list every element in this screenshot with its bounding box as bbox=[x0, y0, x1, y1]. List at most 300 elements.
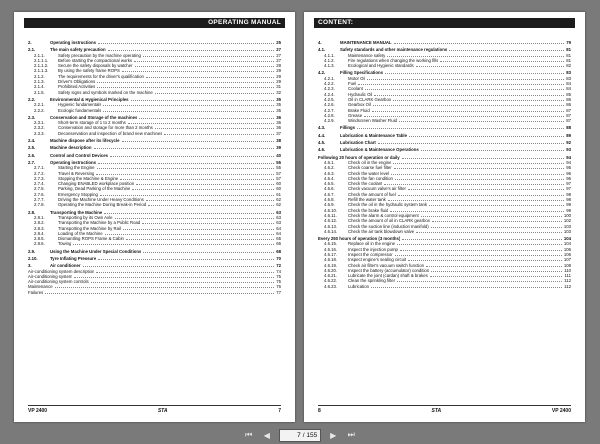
toc-entry-page: 96 bbox=[566, 170, 571, 176]
toc-entry-title: Check the brake fluid bbox=[348, 207, 389, 213]
toc-entry-number: 2.3.1. bbox=[34, 120, 45, 126]
toc-dot-leader bbox=[390, 211, 564, 212]
toc-entry-number: 2.1.2. bbox=[34, 73, 45, 79]
toc-dot-leader bbox=[139, 118, 274, 119]
toc-entry[interactable] bbox=[28, 202, 281, 207]
toc-entry-title: Deconservation and inspection of brand new machines bbox=[58, 130, 163, 136]
last-page-icon[interactable]: ⏭ bbox=[347, 430, 355, 439]
toc-entry-title: Lubrication Chart bbox=[340, 140, 376, 146]
toc-entry-title: Check coarse fuel filter bbox=[348, 165, 392, 171]
toc-entry-title: Secure the safety disposals by watcher bbox=[58, 63, 133, 69]
toc-entry-number: 2.5. bbox=[28, 145, 36, 151]
toc-entry[interactable] bbox=[28, 256, 281, 261]
toc-entry[interactable] bbox=[28, 40, 281, 45]
toc-dot-leader bbox=[358, 84, 564, 85]
toc-entry-number: 2.3.3. bbox=[34, 130, 45, 136]
toc-entry-title: Operating instructions bbox=[50, 159, 97, 165]
toc-entry-number: 4.4. bbox=[318, 132, 326, 138]
toc-entry-title: Safety precaution by the machine operating bbox=[58, 52, 141, 58]
toc-entry-title: Lubrication bbox=[348, 283, 370, 289]
toc-entry-title: Parking, Dead Parking of the Machine bbox=[58, 186, 131, 192]
toc-dot-leader bbox=[402, 239, 561, 240]
toc-entry-title: Lubrication & Maintenance Table bbox=[340, 132, 408, 138]
toc-entry-number: 4.6.17. bbox=[324, 251, 338, 257]
toc-entry-number: 4.6.10. bbox=[324, 207, 338, 213]
toc-entry-number: 4.2.3. bbox=[324, 86, 335, 92]
toc-entry-number: 4.2.1. bbox=[324, 75, 335, 81]
toc-dot-leader bbox=[387, 56, 564, 57]
toc-dot-leader bbox=[94, 148, 275, 149]
toc-entry-page: 63 bbox=[276, 220, 281, 226]
toc-entry-number: 2. bbox=[28, 40, 32, 45]
toc-dot-leader bbox=[164, 134, 274, 135]
toc-dot-leader bbox=[155, 93, 274, 94]
toc-entry-number: 2.8.3. bbox=[34, 225, 45, 231]
toc-entry-title: Operating the Machine During Break-in Period bbox=[58, 202, 147, 208]
toc-entry-title: Fillings bbox=[340, 125, 356, 131]
page-indicator bbox=[279, 429, 321, 442]
toc-dot-leader bbox=[120, 179, 274, 180]
toc-dot-leader bbox=[98, 43, 274, 44]
toc-dot-leader bbox=[146, 77, 274, 78]
first-page-icon[interactable]: ⏮ bbox=[245, 430, 253, 439]
toc-entry-page: 87 bbox=[566, 107, 571, 113]
toc-dot-leader bbox=[148, 205, 274, 206]
toc-entry-title: Check the water level bbox=[348, 170, 390, 176]
toc-entry-title: Coolant bbox=[348, 86, 363, 92]
toc-dot-leader bbox=[394, 168, 565, 169]
toc-entry-page: 29 bbox=[276, 73, 281, 79]
toc-dot-leader bbox=[73, 244, 274, 245]
toc-dot-leader bbox=[399, 121, 564, 122]
toc-entry-number: 2.7. bbox=[28, 159, 36, 165]
toc-dot-leader bbox=[146, 200, 274, 201]
toc-entry-number: 4.6.5. bbox=[324, 181, 335, 187]
toc-dot-leader bbox=[432, 221, 562, 222]
toc-entry-number: 2.2.1. bbox=[34, 102, 45, 108]
toc-entry-number: 4.6.22. bbox=[324, 278, 338, 284]
toc-entry-page: 79 bbox=[566, 40, 571, 45]
toc-entry-title: Transporting the Machine by Rail bbox=[58, 225, 121, 231]
toc-entry-number: 2.1.1.3. bbox=[34, 68, 49, 74]
toc-entry-page: 31 bbox=[276, 84, 281, 90]
toc-entry-number: 4.1.1. bbox=[324, 52, 335, 58]
toc-entry-title: Driver's Obligations bbox=[58, 79, 96, 85]
toc-entry-page: 29 bbox=[276, 68, 281, 74]
toc-dot-leader bbox=[131, 100, 275, 101]
toc-entry-title: Stopping the Machine & Engine bbox=[58, 175, 119, 181]
toc-entry-page: 104 bbox=[563, 241, 571, 247]
toc-dot-leader bbox=[429, 205, 564, 206]
toc-dot-leader bbox=[143, 56, 274, 57]
toc-dot-leader bbox=[97, 82, 274, 83]
toc-dot-leader bbox=[372, 111, 564, 112]
brand-logo: STA bbox=[157, 408, 168, 414]
toc-dot-leader bbox=[115, 218, 275, 219]
toc-entry[interactable] bbox=[318, 133, 571, 138]
toc-entry-number: 4.6.2. bbox=[324, 165, 335, 171]
toc-entry-page: 97 bbox=[566, 181, 571, 187]
toc-entry-page: 102 bbox=[563, 218, 571, 224]
toc-entry[interactable] bbox=[318, 229, 571, 234]
toc-entry-page: 75 bbox=[276, 279, 281, 285]
toc-dot-leader bbox=[364, 116, 564, 117]
right-page bbox=[304, 12, 585, 422]
toc-entry-page: 39 bbox=[276, 145, 281, 151]
toc-entry-number: 3. bbox=[28, 263, 32, 269]
toc-entry-number: 4.2.5. bbox=[324, 96, 335, 102]
toc-entry[interactable] bbox=[28, 138, 281, 143]
toc-entry-number: 4.2. bbox=[318, 70, 326, 76]
toc-entry[interactable] bbox=[28, 108, 281, 113]
toc-entry-number: 2.8.5. bbox=[34, 236, 45, 242]
toc-entry-page: 57 bbox=[276, 175, 281, 181]
toc-entry-page: 55 bbox=[276, 159, 281, 165]
toc-entry-number: 4.6.18. bbox=[324, 257, 338, 263]
toc-dot-leader bbox=[431, 227, 562, 228]
toc-entry-page: 35 bbox=[276, 96, 281, 102]
toc-dot-leader bbox=[100, 195, 274, 196]
toc-entry-title: Replace oil in the engine bbox=[348, 241, 396, 247]
toc-entry-number: 4.6.13. bbox=[324, 223, 338, 229]
toc-entry-title: Fire regulations when changing the working fills bbox=[348, 57, 439, 63]
toc-entry-page: 64 bbox=[276, 230, 281, 236]
toc-entry-page: 35 bbox=[276, 102, 281, 108]
toc-dot-leader bbox=[108, 50, 275, 51]
toc-entry-page: 86 bbox=[566, 96, 571, 102]
toc-entry-page: 104 bbox=[563, 236, 571, 242]
toc-entry-title: Air-conditioning system controls bbox=[28, 279, 89, 285]
toc-dot-leader bbox=[421, 150, 564, 151]
toc-entry-title: Filling Specifications bbox=[340, 70, 383, 76]
toc-entry-number: 2.1. bbox=[28, 47, 36, 53]
toc-entry-number: 2.8. bbox=[28, 209, 36, 215]
toc-entry-title: Using the Machine Under Special Conditions bbox=[50, 248, 142, 254]
toc-entry-title: Inspect the injection pump bbox=[348, 246, 398, 252]
toc-entry-page: 60 bbox=[276, 186, 281, 192]
toc-entry-number: 2.7.6. bbox=[34, 191, 45, 197]
toc-entry-number: 2.9. bbox=[28, 248, 36, 254]
toc-dot-leader bbox=[74, 277, 274, 278]
toc-entry-page: 27 bbox=[276, 57, 281, 63]
toc-dot-leader bbox=[122, 71, 274, 72]
toc-entry-page: 95 bbox=[566, 165, 571, 171]
toc-entry-number: 4.6.14. bbox=[324, 228, 338, 234]
toc-dot-leader bbox=[400, 250, 562, 251]
toc-dot-leader bbox=[55, 287, 275, 288]
toc-entry[interactable] bbox=[318, 140, 571, 145]
toc-dot-leader bbox=[426, 266, 562, 267]
right-page-header: CONTENT: bbox=[314, 18, 575, 28]
toc-entry-page: 64 bbox=[276, 225, 281, 231]
toc-entry-number: 2.2.2. bbox=[34, 107, 45, 113]
toc-entry-number: 2.1.1. bbox=[34, 52, 45, 58]
toc-entry-number: 4.6.1. bbox=[324, 159, 335, 165]
toc-entry-title: Transporting the Machine bbox=[50, 209, 103, 215]
toc-dot-leader bbox=[91, 282, 275, 283]
toc-entry-page: 28 bbox=[276, 63, 281, 69]
toc-entry-title: Fuel bbox=[348, 81, 357, 87]
toc-entry-page: 112 bbox=[564, 278, 571, 284]
toc-entry-title: Safety signs and symbols marked on the machine bbox=[58, 89, 153, 95]
toc-dot-leader bbox=[105, 234, 275, 235]
right-page-footer bbox=[318, 405, 571, 416]
toc-entry-title: Check the oil in the hydraulic system tank bbox=[348, 202, 428, 208]
toc-entry[interactable] bbox=[28, 153, 281, 158]
toc-entry[interactable] bbox=[28, 290, 281, 295]
toc-entry-number: 2.6. bbox=[28, 152, 36, 158]
toc-entry-page: 62 bbox=[276, 202, 281, 208]
left-page bbox=[14, 12, 295, 422]
toc-entry-page: 99 bbox=[566, 207, 571, 213]
toc-entry-number: 4.2.9. bbox=[324, 118, 335, 124]
toc-entry-title: Ecologic fundamentals bbox=[58, 107, 102, 113]
toc-entry-title: Check air filter's vacuum switch function bbox=[348, 262, 425, 268]
toc-entry-page: 27 bbox=[276, 47, 281, 53]
toc-entry-page: 96 bbox=[566, 175, 571, 181]
toc-entry-number: 4.6.4. bbox=[324, 175, 335, 181]
toc-entry-title: Lubricate the joint (cardan) shaft & brakes bbox=[348, 273, 428, 279]
toc-entry-number: 4.2.7. bbox=[324, 107, 335, 113]
toc-entry[interactable] bbox=[318, 118, 571, 123]
toc-entry[interactable] bbox=[28, 145, 281, 150]
toc-dot-leader bbox=[110, 156, 274, 157]
toc-entry-page: 106 bbox=[563, 251, 571, 257]
toc-dot-leader bbox=[371, 287, 562, 288]
toc-entry-title: Transporting the Machine by a Public Road bbox=[58, 220, 141, 226]
toc-entry-title: Prohibited Activities bbox=[58, 84, 96, 90]
toc-entry-page: 88 bbox=[566, 125, 571, 131]
toc-entry-number: 4.6.20. bbox=[324, 267, 338, 273]
prev-page-icon[interactable]: ◀ bbox=[263, 430, 270, 440]
left-toc bbox=[28, 38, 281, 400]
toc-entry-title: Inspect the battery (accumulator) condition bbox=[348, 267, 430, 273]
toc-dot-leader bbox=[430, 276, 563, 277]
toc-entry-page: 108 bbox=[563, 262, 571, 268]
toc-dot-leader bbox=[384, 184, 564, 185]
toc-entry-page: 70 bbox=[276, 255, 281, 261]
toc-entry-title: Check the alarm & control equipment bbox=[348, 212, 419, 218]
toc-entry-page: 60 bbox=[276, 181, 281, 187]
toc-dot-leader bbox=[45, 293, 274, 294]
toc-entry-number: 4.1.2. bbox=[324, 57, 335, 63]
toc-entry-title: Check the amount of fuel bbox=[348, 191, 396, 197]
toc-entry-page: 83 bbox=[566, 70, 571, 76]
toc-entry-page: 62 bbox=[276, 197, 281, 203]
toc-entry-page: 29 bbox=[276, 79, 281, 85]
toc-dot-leader bbox=[394, 43, 565, 44]
toc-entry-page: 107 bbox=[563, 257, 571, 263]
toc-entry-page: 65 bbox=[276, 236, 281, 242]
toc-entry-page: 111 bbox=[564, 273, 571, 279]
toc-entry-title: Emergency Stopping bbox=[58, 191, 98, 197]
toc-entry-title: Short-term storage of 1 to 2 months bbox=[58, 120, 126, 126]
toc-entry-title: Ecological and Hygienic standards bbox=[348, 63, 414, 69]
toc-entry-page: 55 bbox=[276, 165, 281, 171]
toc-entry-page: 63 bbox=[276, 209, 281, 215]
toc-entry-title: Check the air tank blowdown valve bbox=[348, 228, 415, 234]
toc-entry-page: 77 bbox=[276, 289, 281, 295]
toc-entry-page: 100 bbox=[563, 212, 571, 218]
toc-entry-title: Maintenance bbox=[28, 284, 53, 290]
toc-entry-title: Conservation and Storage of the machines bbox=[50, 114, 138, 120]
toc-entry-number: 2.3.2. bbox=[34, 125, 45, 131]
toc-entry-page: 72 bbox=[276, 263, 281, 269]
toc-entry-number: 4.1.3. bbox=[324, 63, 335, 69]
toc-entry-number: 4.6.3. bbox=[324, 170, 335, 176]
toc-entry[interactable] bbox=[318, 147, 571, 152]
toc-entry-page: 36 bbox=[276, 120, 281, 126]
toc-entry-number: 4.6.8. bbox=[324, 197, 335, 203]
toc-entry-page: 93 bbox=[566, 147, 571, 153]
toc-dot-leader bbox=[374, 95, 564, 96]
toc-dot-leader bbox=[365, 89, 564, 90]
toc-entry-number: 2.7.5. bbox=[34, 186, 45, 192]
toc-entry-number: 4.6.12. bbox=[324, 218, 338, 224]
toc-entry-title: Towing bbox=[58, 241, 72, 247]
toc-entry-title: Oil in CLARK Gearbox bbox=[348, 96, 391, 102]
toc-entry-title: Hydraulic Oil bbox=[348, 91, 373, 97]
toc-dot-leader bbox=[134, 61, 274, 62]
toc-dot-leader bbox=[398, 195, 564, 196]
toc-entry-page: 25 bbox=[276, 40, 281, 45]
toc-entry-title: Check the amount of oil in CLARK gearbox bbox=[348, 218, 430, 224]
toc-entry[interactable] bbox=[318, 40, 571, 45]
toc-dot-leader bbox=[409, 136, 564, 137]
toc-entry-page: 110 bbox=[564, 267, 571, 273]
toc-entry-title: Dismantling ROPS Frame & Cabin bbox=[58, 236, 124, 242]
toc-dot-leader bbox=[408, 260, 562, 261]
toc-entry-title: Control and Control Devices bbox=[50, 152, 109, 158]
toc-entry-title: Check the suction line (induction manifold) bbox=[348, 223, 429, 229]
toc-entry-title: The main safety precaution bbox=[50, 47, 106, 53]
toc-dot-leader bbox=[378, 143, 564, 144]
toc-entry-page: 68 bbox=[276, 248, 281, 254]
toc-entry-number: 2.10. bbox=[28, 255, 38, 261]
toc-entry[interactable] bbox=[318, 63, 571, 68]
toc-entry[interactable] bbox=[28, 90, 281, 95]
toc-entry-page: 84 bbox=[566, 81, 571, 87]
toc-dot-leader bbox=[123, 229, 274, 230]
toc-entry[interactable] bbox=[318, 284, 571, 289]
toc-entry[interactable] bbox=[28, 131, 281, 136]
toc-entry-page: 98 bbox=[566, 197, 571, 203]
toc-entry-number: 4.5. bbox=[318, 140, 326, 146]
toc-entry[interactable] bbox=[28, 249, 281, 254]
total-pages-label: / 155 bbox=[302, 431, 318, 439]
toc-entry-page: 86 bbox=[566, 102, 571, 108]
toc-entry-title: Failures bbox=[28, 289, 44, 295]
toc-entry-page: 103 bbox=[563, 223, 571, 229]
toc-entry-title: Gearbox Oil bbox=[348, 102, 371, 108]
toc-dot-leader bbox=[96, 174, 274, 175]
toc-entry-number: 4.1. bbox=[318, 47, 326, 53]
toc-entry-page: 35 bbox=[276, 107, 281, 113]
toc-entry-title: Windscreen Washer Fluid bbox=[348, 118, 398, 124]
toc-entry-number: 4.2.2. bbox=[324, 81, 335, 87]
toc-dot-leader bbox=[402, 158, 565, 159]
toc-dot-leader bbox=[388, 200, 564, 201]
toc-entry-page: 76 bbox=[276, 284, 281, 290]
toc-entry-page: 32 bbox=[276, 89, 281, 95]
toc-dot-leader bbox=[103, 105, 274, 106]
toc-entry-title: Inspect the compressor bbox=[348, 251, 393, 257]
toc-entry-page: 89 bbox=[566, 132, 571, 138]
toc-entry-number: 2.1.3. bbox=[34, 79, 45, 85]
toc-dot-leader bbox=[132, 189, 274, 190]
toc-entry[interactable] bbox=[318, 125, 571, 130]
toc-dot-leader bbox=[104, 213, 274, 214]
toc-entry-title: Operating instructions bbox=[50, 40, 97, 45]
toc-entry-page: 57 bbox=[276, 170, 281, 176]
toc-entry-page: 98 bbox=[566, 191, 571, 197]
toc-entry-title: Clean the sprinkling filter bbox=[348, 278, 396, 284]
toc-dot-leader bbox=[126, 239, 274, 240]
toc-entry-title: Changing ENABLED workplace position bbox=[58, 181, 135, 187]
next-page-icon[interactable]: ▶ bbox=[330, 430, 337, 440]
toc-entry-page: 81 bbox=[566, 57, 571, 63]
toc-dot-leader bbox=[97, 87, 274, 88]
toc-entry-number: 4.6.23. bbox=[324, 283, 338, 289]
toc-entry-number: 2.2. bbox=[28, 96, 36, 102]
toc-entry-title: Refill the water tank bbox=[348, 197, 386, 203]
toc-dot-leader bbox=[416, 232, 562, 233]
toc-dot-leader bbox=[98, 163, 274, 164]
toc-entry-number: 4.2.4. bbox=[324, 91, 335, 97]
toc-entry-title: Lubrication & Maintenance Operations bbox=[340, 147, 419, 153]
toc-entry-number: 2.8.1. bbox=[34, 214, 45, 220]
toc-entry-title: Safety standards and other maintenance regulations bbox=[340, 47, 448, 53]
toc-dot-leader bbox=[367, 79, 564, 80]
toc-entry-number: 4.2.8. bbox=[324, 112, 335, 118]
toc-entry-page: 103 bbox=[563, 228, 571, 234]
toc-entry-title: Maintenance safety bbox=[348, 52, 386, 58]
toc-entry-page: 66 bbox=[276, 241, 281, 247]
toc-entry-page: 87 bbox=[566, 118, 571, 124]
toc-dot-leader bbox=[128, 123, 274, 124]
toc-entry-page: 81 bbox=[566, 47, 571, 53]
toc-entry-number: 4.6.6. bbox=[324, 186, 335, 192]
toc-entry-page: 84 bbox=[566, 86, 571, 92]
pdf-navigation-toolbar bbox=[0, 426, 600, 444]
toc-dot-leader bbox=[397, 281, 562, 282]
toc-dot-leader bbox=[408, 189, 564, 190]
toc-entry-page: 63 bbox=[276, 214, 281, 220]
toc-entry-number: 4.6.7. bbox=[324, 191, 335, 197]
toc-entry-title: Air-conditioning system bbox=[28, 273, 73, 279]
toc-dot-leader bbox=[96, 272, 274, 273]
left-page-footer bbox=[28, 405, 281, 416]
toc-entry-page: 112 bbox=[564, 283, 571, 289]
toc-entry-page: 74 bbox=[276, 268, 281, 274]
toc-entry-page: 94 bbox=[566, 159, 571, 165]
toc-entry-title: Air conditioner bbox=[50, 263, 81, 269]
toc-entry[interactable] bbox=[28, 241, 281, 246]
toc-entry-number: 2.7.1. bbox=[34, 165, 45, 171]
toc-entry-page: 75 bbox=[276, 273, 281, 279]
toc-entry-number: 2.8.6. bbox=[34, 241, 45, 247]
toc-entry-title: MAINTENANCE MANUAL bbox=[340, 40, 392, 45]
page-number: 8 bbox=[318, 408, 321, 414]
toc-entry-title: Check vacuum valve's air filter bbox=[348, 186, 406, 192]
toc-dot-leader bbox=[393, 163, 564, 164]
toc-entry-page: 94 bbox=[566, 154, 571, 160]
current-page-input[interactable] bbox=[283, 431, 301, 439]
toc-entry-number: 2.4. bbox=[28, 138, 36, 144]
toc-entry-number: 4.6.15. bbox=[324, 241, 338, 247]
model-label: VP 2400 bbox=[28, 408, 48, 414]
toc-entry-number: 2.7.8. bbox=[34, 202, 45, 208]
